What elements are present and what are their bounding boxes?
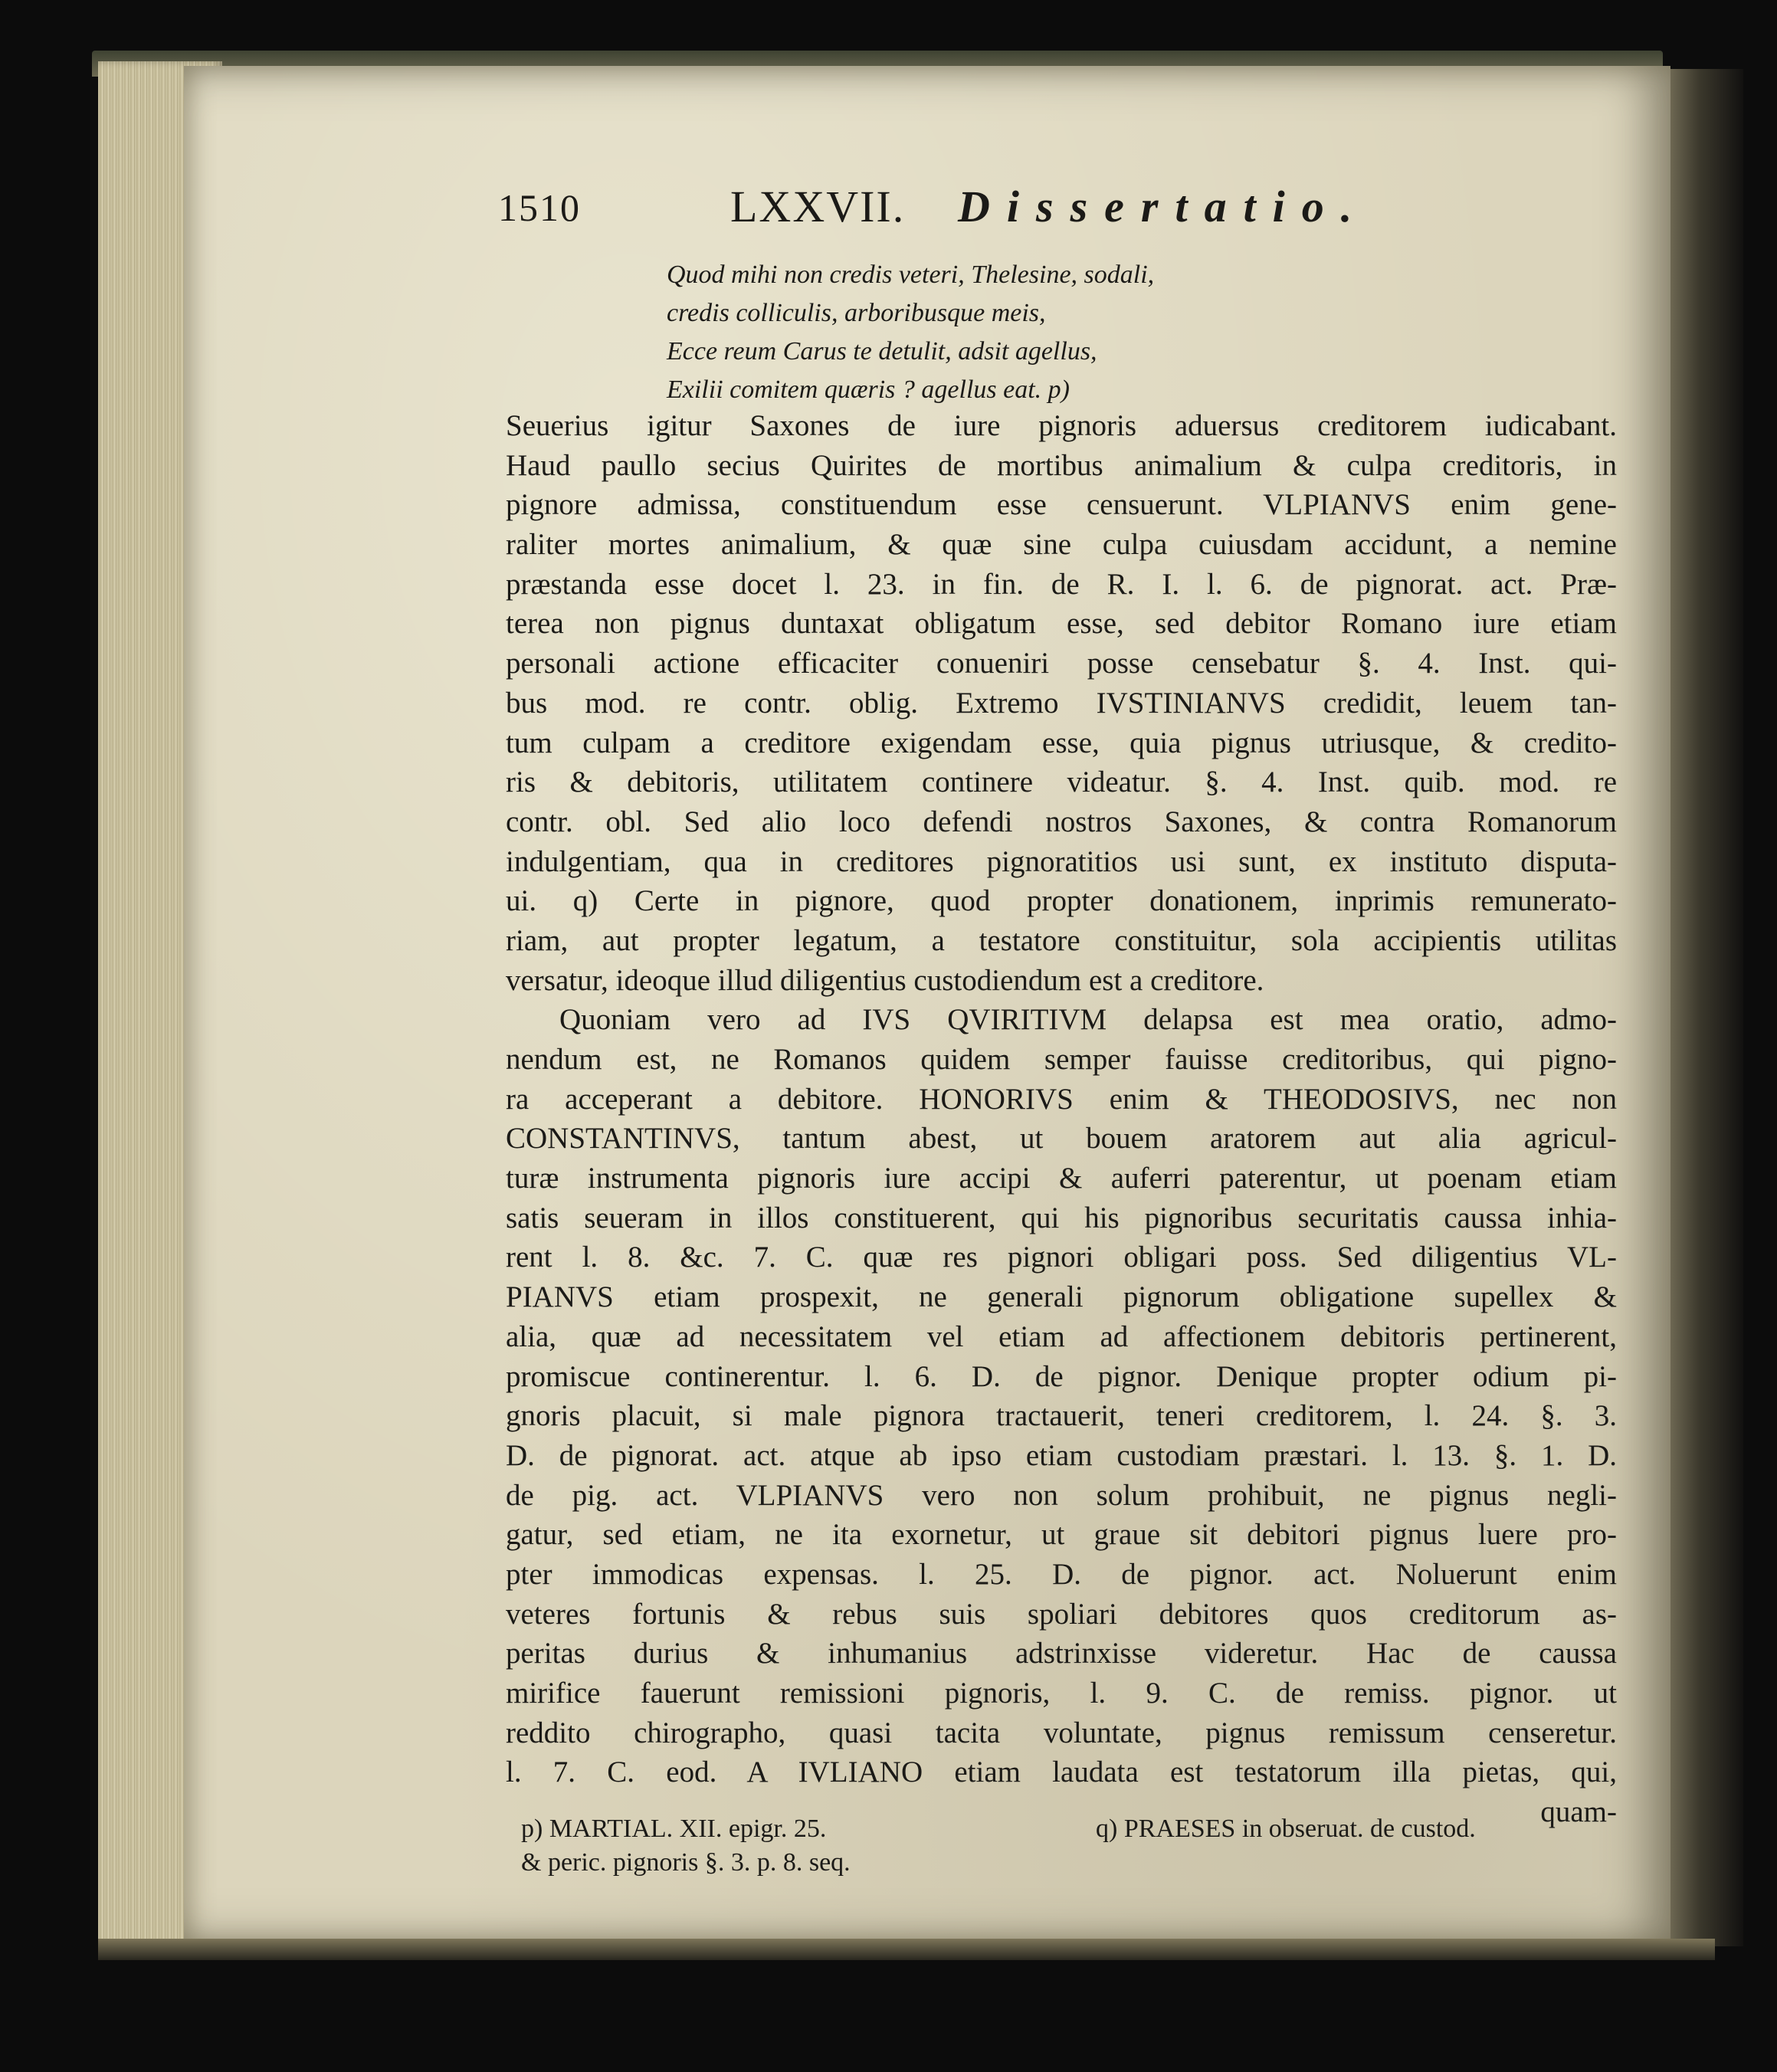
- gutter-shadow: [1670, 69, 1743, 1946]
- text-line: peritas durius & inhumanius adstrinxisse videretur. Hac de caussa: [506, 1637, 1617, 1670]
- text-line: veteres fortunis & rebus suis spoliari debitores quos creditorum as-: [506, 1597, 1617, 1631]
- text-line: mirifice fauerunt remissioni pignoris, l. 9. C. de remiss. pignor. ut: [506, 1677, 1617, 1710]
- text-line: rent l. 8. &c. 7. C. quæ res pignori obligari poss. Sed diligentius VL-: [506, 1241, 1617, 1274]
- text-line: reddito chirographo, quasi tacita voluntate, pignus remissum censeretur.: [506, 1716, 1617, 1749]
- text-line: indulgentiam, qua in creditores pignoratitios usi sunt, ex instituto disputa-: [506, 844, 1617, 878]
- text-line: de pig. act. VLPIANVS vero non solum prohibuit, ne pignus negli-: [506, 1478, 1617, 1512]
- text-line: l. 7. C. eod. A IVLIANO etiam laudata est testatorum illa pietas, qui,: [506, 1756, 1617, 1789]
- text-line: promiscue continerentur. l. 6. D. de pignor. Denique propter odium pi-: [506, 1359, 1617, 1393]
- text-line: Quoniam vero ad IVS QVIRITIVM delapsa est mea oratio, admo-: [559, 1003, 1617, 1037]
- text-line: nendum est, ne Romanos quidem semper fauisse creditoribus, qui pigno-: [506, 1043, 1617, 1076]
- footnote-row: [506, 1846, 1617, 1880]
- footnote-p: p) MARTIAL. XII. epigr. 25.: [521, 1815, 827, 1843]
- body-text: [506, 406, 1617, 1832]
- page-stack-bottom-edge: [98, 1939, 1715, 1960]
- footnote-row: [506, 1812, 1617, 1846]
- verse-line: Ecce reum Carus te detulit, adsit agellus,: [667, 337, 1097, 366]
- text-line: pter immodicas expensas. l. 25. D. de pignor. act. Noluerunt enim: [506, 1557, 1617, 1591]
- footnotes: [506, 1812, 1617, 1880]
- text-line: tum culpam a creditore exigendam esse, quia pignus utriusque, & credito-: [506, 726, 1617, 759]
- text-line: terea non pignus duntaxat obligatum esse, sed debitor Romano iure etiam: [506, 607, 1617, 641]
- text-line: personali actione efficaciter conueniri posse censebatur §. 4. Inst. qui-: [506, 647, 1617, 680]
- catchword: quam-: [1540, 1795, 1617, 1829]
- verse-quotation: [667, 256, 1356, 409]
- text-line: contr. obl. Sed alio loco defendi nostros Saxones, & contra Romanorum: [506, 805, 1617, 838]
- text-line: D. de pignorat. act. atque ab ipso etiam custodiam præstari. l. 13. §. 1. D.: [506, 1438, 1617, 1472]
- verse-line: credis colliculis, arboribusque meis,: [667, 299, 1046, 327]
- running-header: [498, 181, 1625, 234]
- text-line: satis seueram in illos constituerent, qui his pignoribus securitatis caussa inhia-: [506, 1201, 1617, 1234]
- text-line: bus mod. re contr. oblig. Extremo IVSTINIANVS credidit, leuem tan-: [506, 686, 1617, 720]
- text-line: raliter mortes animalium, & quæ sine culpa cuiusdam accidunt, a nemine: [506, 528, 1617, 562]
- footnote-q-continued: & peric. pignoris §. 3. p. 8. seq.: [521, 1848, 851, 1877]
- text-line: præstanda esse docet l. 23. in fin. de R. I. l. 6. de pignorat. act. Præ-: [506, 567, 1617, 601]
- text-line: pignore admissa, constituendum esse censuerunt. VLPIANVS enim gene-: [506, 488, 1617, 522]
- running-title: Dissertatio.: [958, 182, 1369, 231]
- page-number: 1510: [498, 186, 581, 229]
- text-line: CONSTANTINVS, tantum abest, ut bouem aratorem aut alia agricul-: [506, 1122, 1617, 1156]
- text-line: PIANVS etiam prospexit, ne generali pignorum obligatione supellex &: [506, 1280, 1617, 1314]
- text-line: Seuerius igitur Saxones de iure pignoris aduersus creditorem iudicabant.: [506, 409, 1617, 442]
- text-line: riam, aut propter legatum, a testatore constituitur, sola accipientis utilitas: [506, 923, 1617, 957]
- text-line: gatur, sed etiam, ne ita exornetur, ut graue sit debitori pignus luere pro-: [506, 1518, 1617, 1552]
- text-line: gnoris placuit, si male pignora tractauerit, teneri creditorem, l. 24. §. 3.: [506, 1399, 1617, 1433]
- text-line: ui. q) Certe in pignore, quod propter donationem, inprimis remunerato-: [506, 884, 1617, 918]
- text-line: versatur, ideoque illud diligentius custodiendum est a creditore.: [506, 963, 1264, 997]
- text-line: ris & debitoris, utilitatem continere videatur. §. 4. Inst. quib. mod. re: [506, 766, 1617, 799]
- footnote-q: q) PRAESES in obseruat. de custod.: [1096, 1815, 1476, 1843]
- verse-line: Exilii comitem quæris ? agellus eat. p): [667, 375, 1070, 404]
- chapter-number: LXXVII.: [730, 182, 906, 231]
- text-line: turæ instrumenta pignoris iure accipi & auferri paterentur, ut poenam etiam: [506, 1162, 1617, 1195]
- text-line: alia, quæ ad necessitatem vel etiam ad affectionem debitoris pertinerent,: [506, 1320, 1617, 1353]
- text-line: Haud paullo secius Quirites de mortibus animalium & culpa creditoris, in: [506, 448, 1617, 482]
- text-line: ra acceperant a debitore. HONORIVS enim & THEODOSIVS, nec non: [506, 1082, 1617, 1116]
- verse-line: Quod mihi non credis veteri, Thelesine, sodali,: [667, 261, 1155, 289]
